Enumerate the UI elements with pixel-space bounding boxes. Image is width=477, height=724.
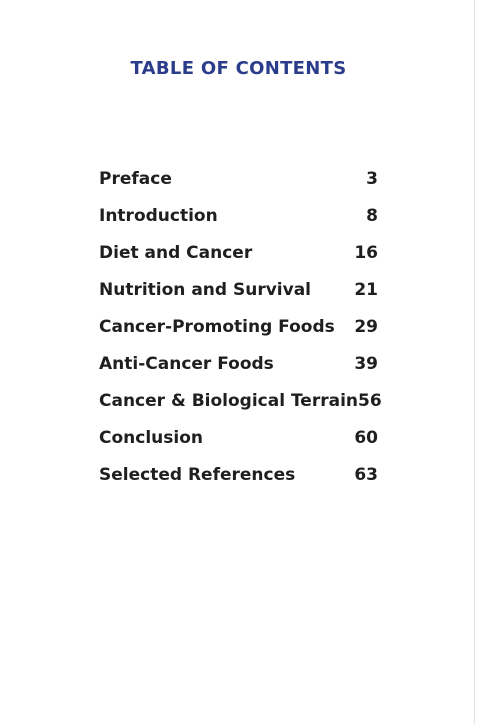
toc-entry-cancer-biological-terrain[interactable] bbox=[99, 391, 382, 428]
toc-entry-label: Cancer-Promoting Foods bbox=[99, 317, 335, 337]
toc-entry-page-number: 16 bbox=[354, 243, 378, 263]
toc-entry-label: Diet and Cancer bbox=[99, 243, 253, 263]
toc-entry-anti-cancer-foods[interactable] bbox=[99, 354, 378, 391]
toc-entry-preface[interactable] bbox=[99, 169, 378, 206]
toc-entry-cancer-promoting-foods[interactable] bbox=[99, 317, 378, 354]
toc-entry-label: Introduction bbox=[99, 206, 218, 226]
toc-entry-label: Conclusion bbox=[99, 428, 203, 448]
page-edge-divider bbox=[474, 0, 475, 724]
toc-entry-page-number: 8 bbox=[366, 206, 378, 226]
toc-entry-page-number: 60 bbox=[354, 428, 378, 448]
toc-entry-page-number: 39 bbox=[354, 354, 378, 374]
page-title: TABLE OF CONTENTS bbox=[130, 58, 347, 79]
toc-entry-label: Cancer & Biological Terrain bbox=[99, 391, 359, 411]
toc-entry-introduction[interactable] bbox=[99, 206, 378, 243]
toc-entry-page-number: 29 bbox=[354, 317, 378, 337]
toc-entry-diet-and-cancer[interactable] bbox=[99, 243, 378, 280]
table-of-contents-list bbox=[99, 169, 382, 502]
toc-entry-label: Selected References bbox=[99, 465, 296, 485]
toc-entry-selected-references[interactable] bbox=[99, 465, 378, 502]
toc-entry-label: Nutrition and Survival bbox=[99, 280, 312, 300]
toc-entry-label: Preface bbox=[99, 169, 172, 189]
toc-entry-label: Anti-Cancer Foods bbox=[99, 354, 274, 374]
toc-entry-page-number: 63 bbox=[354, 465, 378, 485]
toc-entry-nutrition-and-survival[interactable] bbox=[99, 280, 378, 317]
toc-entry-page-number: 3 bbox=[366, 169, 378, 189]
toc-entry-conclusion[interactable] bbox=[99, 428, 378, 465]
toc-entry-page-number: 56 bbox=[358, 391, 382, 411]
toc-entry-page-number: 21 bbox=[354, 280, 378, 300]
